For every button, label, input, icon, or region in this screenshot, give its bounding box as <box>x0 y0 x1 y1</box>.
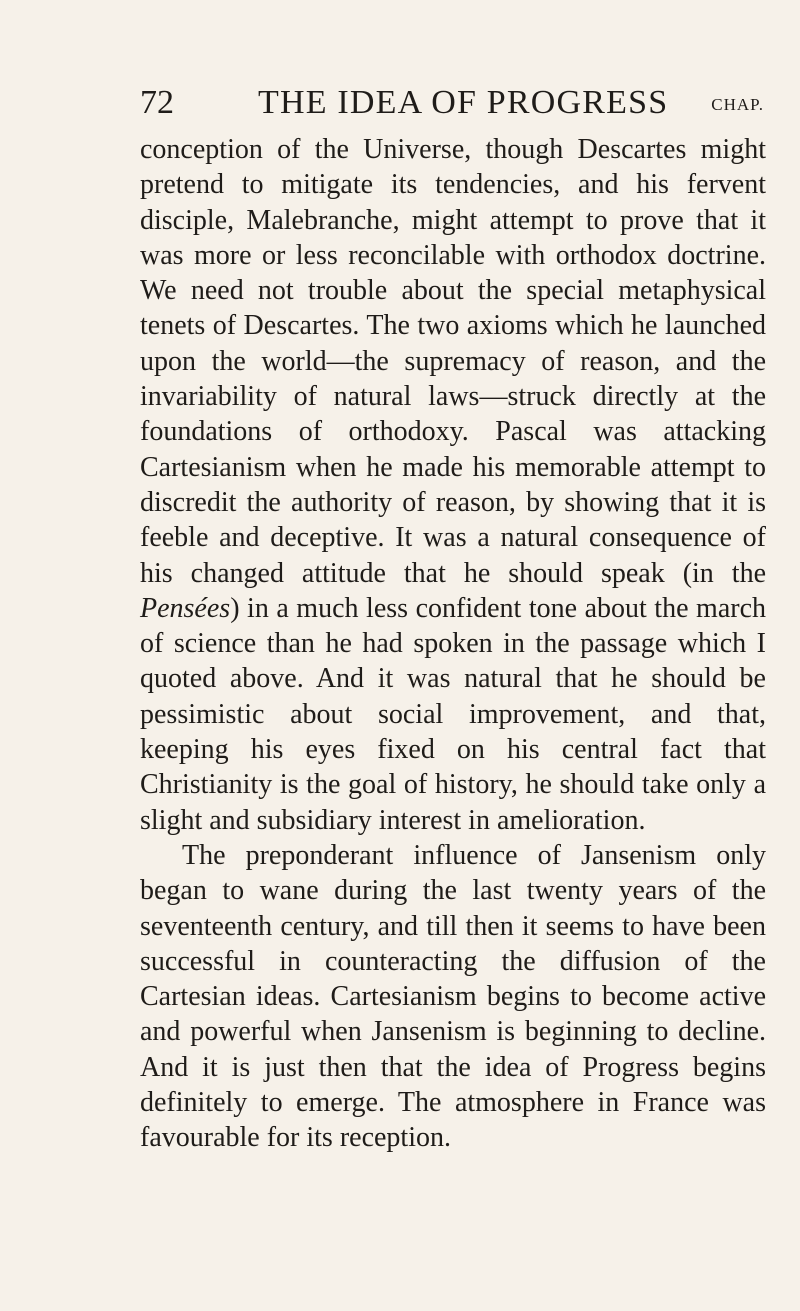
paragraph-1-text-after-italic: ) in a much less confident tone about the march of science than he had spoken in the passage which I quoted above. And it was natural that he should be pessimistic about social improvement, and that, keeping his eyes fixed on his central fact that Christianity is the goal of history, he should take only a slight and subsidiary interest in amelioration. <box>140 592 766 836</box>
paragraph-2: The preponderant influence of Jansenism only began to wane during the last twenty years of the seventeenth century, and till then it seems to have been successful in counteracting the diffusion of the Cartesian ideas. Cartesianism begins to become active and powerful when Jansenism is beginning to decline. And it is just then that the idea of Progress begins definitely to emerge. The atmosphere in France was favourable for its reception. <box>140 839 766 1154</box>
chapter-mark: CHAP. <box>711 95 764 114</box>
running-title: THE IDEA OF PROGRESS <box>258 84 669 121</box>
page-number: 72 <box>140 84 174 121</box>
body-text <box>140 132 766 1156</box>
paragraph-1 <box>140 132 766 838</box>
pensees-title: Pensées <box>140 592 231 624</box>
page-header <box>140 84 764 128</box>
paragraph-1-text-before-italic: conception of the Universe, though Descartes might pretend to mitigate its tendencies, and his fervent disciple, Malebranche, might attempt to prove that it was more or less reconcilable with orthodox doctrine. We need not trouble about the special metaphysical tenets of Descartes. The two axioms which he launched upon the world—the supremacy of reason, and the invariability of natural laws—struck directly at the foundations of orthodoxy. Pascal was attacking Cartesianism when he made his memorable attempt to discredit the authority of reason, by showing that it is feeble and deceptive. It was a natural consequence of his changed attitude that he should speak (in the <box>140 134 766 589</box>
